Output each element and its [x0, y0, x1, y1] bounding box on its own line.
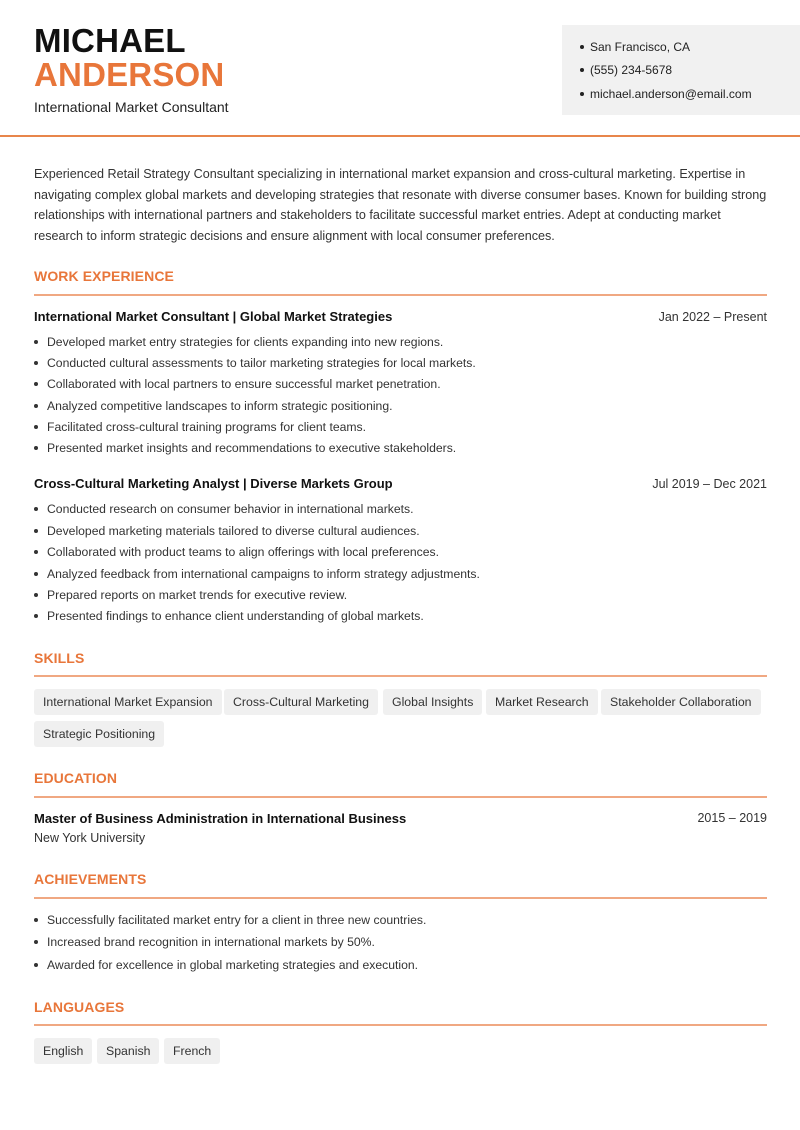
list-item: [34, 913, 426, 927]
list-item: [34, 935, 375, 949]
bullet-icon: [580, 92, 584, 96]
list-item: [34, 335, 443, 349]
bullet-icon: [580, 45, 584, 49]
summary-paragraph: Experienced Retail Strategy Consultant specializing in international market expansion and cross-cultural marketing. Expertise in navigating complex global markets and developing strategies that resonate with diverse consumer bases. Known for building strong relationships with international partners and stakeholders to facilitate successful market entries. Adept at conducting market research to inform strategic decisions and ensure alignment with local consumer preferences.: [34, 167, 767, 244]
list-item: [34, 958, 418, 972]
list-item-text: Conducted research on consumer behavior in international markets.: [47, 502, 414, 516]
list-item-text: Developed marketing materials tailored to diverse cultural audiences.: [47, 524, 420, 538]
bullet-icon: [34, 404, 38, 408]
job-title: International Market Consultant: [34, 99, 229, 115]
section-title-skills: SKILLS: [34, 650, 85, 666]
bullet-icon: [34, 340, 38, 344]
bullet-icon: [34, 593, 38, 597]
bullet-icon: [34, 614, 38, 618]
bullet-icon: [34, 507, 38, 511]
section-divider: [34, 675, 767, 677]
list-item-text: Analyzed feedback from international campaigns to inform strategy adjustments.: [47, 567, 480, 581]
skill-chip: Cross-Cultural Marketing: [224, 689, 378, 715]
section-divider: [34, 1024, 767, 1026]
bullet-icon: [34, 446, 38, 450]
first-name: MICHAEL: [34, 22, 186, 59]
section-divider: [34, 897, 767, 899]
degree-title: Master of Business Administration in International Business: [34, 811, 407, 826]
job-heading: International Market Consultant | Global Market Strategies: [34, 309, 393, 324]
section-title-achievements: ACHIEVEMENTS: [34, 871, 147, 887]
list-item: [34, 588, 347, 602]
language-chip: English: [34, 1038, 92, 1064]
section-title-work: WORK EXPERIENCE: [34, 268, 174, 284]
list-item: [34, 399, 393, 413]
location-text: San Francisco, CA: [590, 40, 691, 54]
list-item: [34, 441, 456, 455]
skill-chip: Market Research: [486, 689, 598, 715]
list-item-text: Increased brand recognition in international markets by 50%.: [47, 935, 375, 949]
skill-chip: Stakeholder Collaboration: [601, 689, 761, 715]
list-item: [34, 609, 424, 623]
education-dates: 2015 – 2019: [697, 811, 767, 825]
contact-box: [562, 25, 800, 115]
list-item-text: Facilitated cross-cultural training programs for client teams.: [47, 420, 367, 434]
list-item: [34, 545, 439, 559]
bullet-icon: [34, 963, 38, 967]
section-title-languages: LANGUAGES: [34, 999, 125, 1015]
school-name: New York University: [34, 831, 146, 845]
resume-header: [0, 0, 800, 137]
phone-text: (555) 234-5678: [590, 63, 673, 77]
section-divider: [34, 796, 767, 798]
skill-chip: Strategic Positioning: [34, 721, 164, 747]
bullet-icon: [34, 425, 38, 429]
bullet-icon: [34, 918, 38, 922]
job-dates: Jan 2022 – Present: [658, 310, 767, 324]
job-dates: Jul 2019 – Dec 2021: [652, 477, 767, 491]
list-item-text: Successfully facilitated market entry for a client in three new countries.: [47, 913, 427, 927]
skill-chip: Global Insights: [383, 689, 482, 715]
contact-email[interactable]: [580, 87, 752, 101]
list-item: [34, 524, 420, 538]
list-item-text: Awarded for excellence in global marketing strategies and execution.: [47, 958, 419, 972]
language-chip: Spanish: [97, 1038, 159, 1064]
skill-chip: International Market Expansion: [34, 689, 222, 715]
bullet-icon: [34, 382, 38, 386]
list-item-text: Conducted cultural assessments to tailor marketing strategies for local markets.: [47, 356, 476, 370]
bullet-icon: [34, 550, 38, 554]
list-item-text: Presented market insights and recommendations to executive stakeholders.: [47, 441, 457, 455]
list-item: [34, 356, 476, 370]
bullet-icon: [34, 361, 38, 365]
list-item: [34, 377, 441, 391]
list-item-text: Presented findings to enhance client understanding of global markets.: [47, 609, 424, 623]
list-item: [34, 567, 480, 581]
contact-location: [580, 40, 690, 54]
list-item: [34, 420, 366, 434]
bullet-icon: [580, 68, 584, 72]
section-divider: [34, 294, 767, 296]
bullet-icon: [34, 940, 38, 944]
email-link[interactable]: michael.anderson@email.com: [590, 87, 752, 101]
list-item-text: Collaborated with product teams to align offerings with local preferences.: [47, 545, 440, 559]
list-item-text: Collaborated with local partners to ensure successful market penetration.: [47, 377, 441, 391]
section-title-education: EDUCATION: [34, 770, 118, 786]
bullet-icon: [34, 529, 38, 533]
last-name: ANDERSON: [34, 56, 225, 93]
language-chip: French: [164, 1038, 220, 1064]
list-item: [34, 502, 414, 516]
list-item-text: Prepared reports on market trends for executive review.: [47, 588, 348, 602]
job-heading: Cross-Cultural Marketing Analyst | Diverse Markets Group: [34, 476, 393, 491]
contact-phone: [580, 63, 672, 77]
bullet-icon: [34, 572, 38, 576]
list-item-text: Developed market entry strategies for clients expanding into new regions.: [47, 335, 444, 349]
list-item-text: Analyzed competitive landscapes to inform strategic positioning.: [47, 399, 393, 413]
